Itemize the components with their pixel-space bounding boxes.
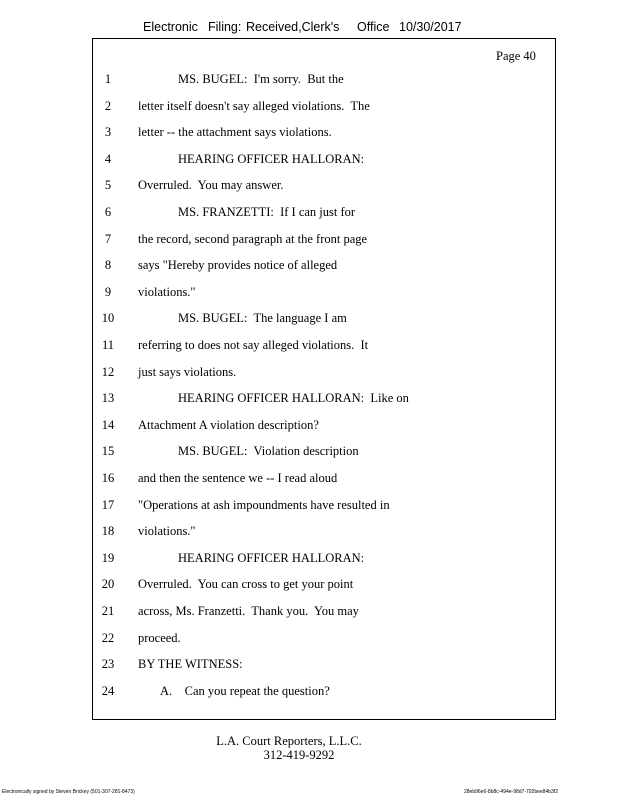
line-number: 10 bbox=[101, 311, 115, 325]
transcript-line bbox=[0, 498, 618, 518]
line-number: 18 bbox=[101, 524, 115, 538]
line-number: 4 bbox=[104, 152, 112, 166]
line-text: MS. BUGEL: The language I am bbox=[178, 311, 347, 325]
transcript-line bbox=[0, 178, 618, 198]
line-number: 9 bbox=[104, 285, 112, 299]
line-text: the record, second paragraph at the front page bbox=[138, 232, 368, 246]
line-text: just says violations. bbox=[138, 365, 237, 379]
electronic-signature: Electronically signed by Steven Brickey (501-307-281-8473) bbox=[2, 789, 135, 795]
line-number: 23 bbox=[101, 657, 115, 671]
line-text: HEARING OFFICER HALLORAN: bbox=[178, 152, 365, 166]
line-number: 15 bbox=[101, 444, 115, 458]
header-electronic: Electronic bbox=[143, 20, 198, 34]
line-number: 7 bbox=[104, 232, 112, 246]
transcript-line bbox=[0, 657, 618, 677]
transcript-line bbox=[0, 684, 618, 704]
footer-company: L.A. Court Reporters, L.L.C. bbox=[216, 734, 362, 748]
transcript-line bbox=[0, 125, 618, 145]
line-number: 5 bbox=[104, 178, 112, 192]
line-text: letter -- the attachment says violations. bbox=[138, 125, 332, 139]
line-text: MS. BUGEL: I'm sorry. But the bbox=[178, 72, 344, 86]
line-number: 3 bbox=[104, 125, 112, 139]
line-number: 6 bbox=[104, 205, 112, 219]
footer-phone: 312-419-9292 bbox=[263, 748, 335, 762]
line-number: 1 bbox=[104, 72, 112, 86]
line-number: 14 bbox=[101, 418, 115, 432]
transcript-line bbox=[0, 418, 618, 438]
transcript-line bbox=[0, 471, 618, 491]
line-number: 12 bbox=[101, 365, 115, 379]
transcript-line bbox=[0, 391, 618, 411]
line-number: 13 bbox=[101, 391, 115, 405]
transcript-line bbox=[0, 99, 618, 119]
line-number: 8 bbox=[104, 258, 112, 272]
transcript-line bbox=[0, 365, 618, 385]
line-text: and then the sentence we -- I read aloud bbox=[138, 471, 338, 485]
line-text: MS. FRANZETTI: If I can just for bbox=[178, 205, 356, 219]
line-text: Attachment A violation description? bbox=[138, 418, 319, 432]
line-text: says "Hereby provides notice of alleged bbox=[138, 258, 338, 272]
transcript-line bbox=[0, 524, 618, 544]
line-number: 16 bbox=[101, 471, 115, 485]
line-text: MS. BUGEL: Violation description bbox=[178, 444, 359, 458]
transcript-line bbox=[0, 152, 618, 172]
transcript-line bbox=[0, 444, 618, 464]
transcript-line bbox=[0, 258, 618, 278]
line-number: 24 bbox=[101, 684, 115, 698]
line-text: violations." bbox=[138, 285, 196, 299]
line-number: 22 bbox=[101, 631, 115, 645]
line-text: Overruled. You may answer. bbox=[138, 178, 284, 192]
transcript-line bbox=[0, 232, 618, 252]
line-number: 17 bbox=[101, 498, 115, 512]
line-number: 11 bbox=[101, 338, 115, 352]
transcript-line bbox=[0, 631, 618, 651]
line-number: 2 bbox=[104, 99, 112, 113]
filing-header bbox=[0, 20, 618, 36]
line-text: violations." bbox=[138, 524, 196, 538]
line-text: proceed. bbox=[138, 631, 181, 645]
header-filing: Filing: bbox=[208, 20, 242, 34]
transcript-line bbox=[0, 577, 618, 597]
line-text: HEARING OFFICER HALLORAN: Like on bbox=[178, 391, 409, 405]
transcript-line bbox=[0, 311, 618, 331]
line-text: HEARING OFFICER HALLORAN: bbox=[178, 551, 365, 565]
transcript-line bbox=[0, 338, 618, 358]
line-text: BY THE WITNESS: bbox=[138, 657, 243, 671]
transcript-line bbox=[0, 604, 618, 624]
line-text: A. Can you repeat the question? bbox=[160, 684, 330, 698]
transcript-line bbox=[0, 285, 618, 305]
line-text: across, Ms. Franzetti. Thank you. You may bbox=[138, 604, 359, 618]
header-office: Office bbox=[357, 20, 390, 34]
document-hash: 28eb96e6-8b8c-494e-98d7-702bee84b3f2 bbox=[464, 789, 558, 795]
transcript-line bbox=[0, 551, 618, 571]
header-date: 10/30/2017 bbox=[399, 20, 462, 34]
page-number: Page 40 bbox=[496, 49, 536, 63]
line-text: Overruled. You can cross to get your point bbox=[138, 577, 354, 591]
line-number: 21 bbox=[101, 604, 115, 618]
line-number: 20 bbox=[101, 577, 115, 591]
line-text: referring to does not say alleged violations. It bbox=[138, 338, 369, 352]
transcript-line bbox=[0, 72, 618, 92]
line-number: 19 bbox=[101, 551, 115, 565]
header-received: Received,Clerk's bbox=[246, 20, 340, 34]
transcript-line bbox=[0, 205, 618, 225]
line-text: letter itself doesn't say alleged violations. The bbox=[138, 99, 370, 113]
line-text: "Operations at ash impoundments have resulted in bbox=[138, 498, 390, 512]
